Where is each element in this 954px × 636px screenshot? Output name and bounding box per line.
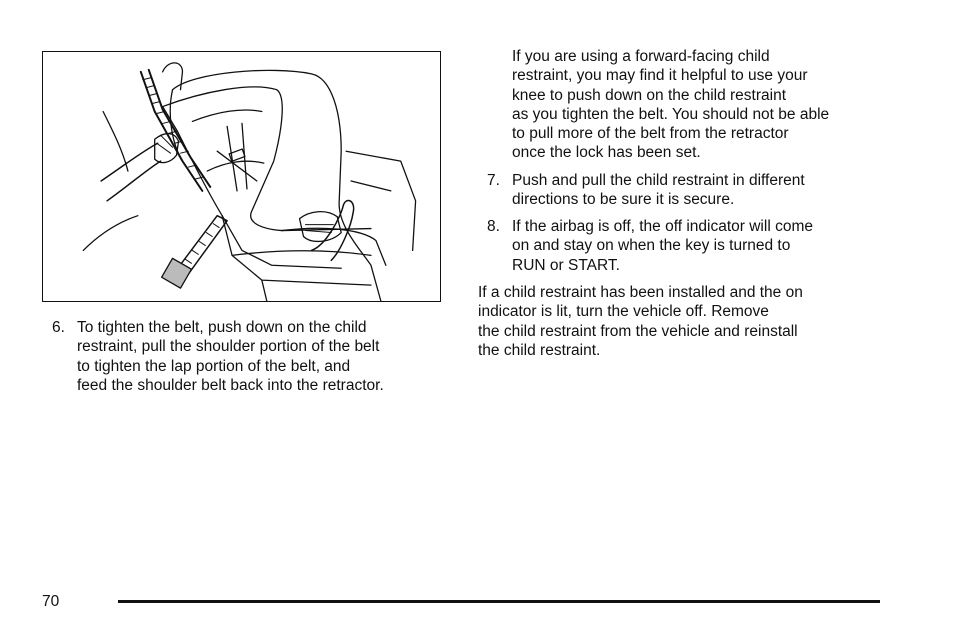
continuation-line: knee to push down on the child restraint xyxy=(512,86,787,104)
child-restraint-illustration xyxy=(42,51,441,302)
seat-belt-tightening-drawing xyxy=(43,52,440,301)
step-line: to tighten the lap portion of the belt, and xyxy=(77,357,351,375)
step-text xyxy=(512,171,882,210)
continuation-line: If you are using a forward-facing child xyxy=(512,48,770,65)
page-number: 70 xyxy=(42,593,60,610)
footer-rule xyxy=(118,600,880,603)
step-text xyxy=(77,318,457,395)
paragraph-line: If a child restraint has been installed and the on xyxy=(478,284,803,301)
continuation-line: restraint, you may find it helpful to use your xyxy=(512,67,808,85)
step-line: To tighten the belt, push down on the child xyxy=(77,319,367,336)
step-line: RUN or START. xyxy=(512,256,620,274)
step-number: 8. xyxy=(487,218,500,235)
paragraph-line: indicator is lit, turn the vehicle off. Remove xyxy=(478,303,769,321)
continuation-line: as you tighten the belt. You should not be able xyxy=(512,105,830,123)
step-line: Push and pull the child restraint in different xyxy=(512,172,805,189)
continuation-line: once the lock has been set. xyxy=(512,144,701,162)
step-line: directions to be sure it is secure. xyxy=(512,191,735,209)
step-number: 6. xyxy=(52,319,65,336)
paragraph-line: the child restraint. xyxy=(478,341,601,359)
step-text xyxy=(512,217,882,275)
step-line: on and stay on when the key is turned to xyxy=(512,237,791,255)
step-line: restraint, pull the shoulder portion of the belt xyxy=(77,338,380,356)
step-line: feed the shoulder belt back into the retractor. xyxy=(77,376,384,394)
step-number: 7. xyxy=(487,172,500,189)
paragraph-line: the child restraint from the vehicle and reinstall xyxy=(478,322,798,340)
step-6-continuation xyxy=(512,47,892,163)
continuation-line: to pull more of the belt from the retractor xyxy=(512,125,789,143)
step-line: If the airbag is off, the off indicator will come xyxy=(512,218,813,235)
reinstall-paragraph xyxy=(478,283,878,360)
